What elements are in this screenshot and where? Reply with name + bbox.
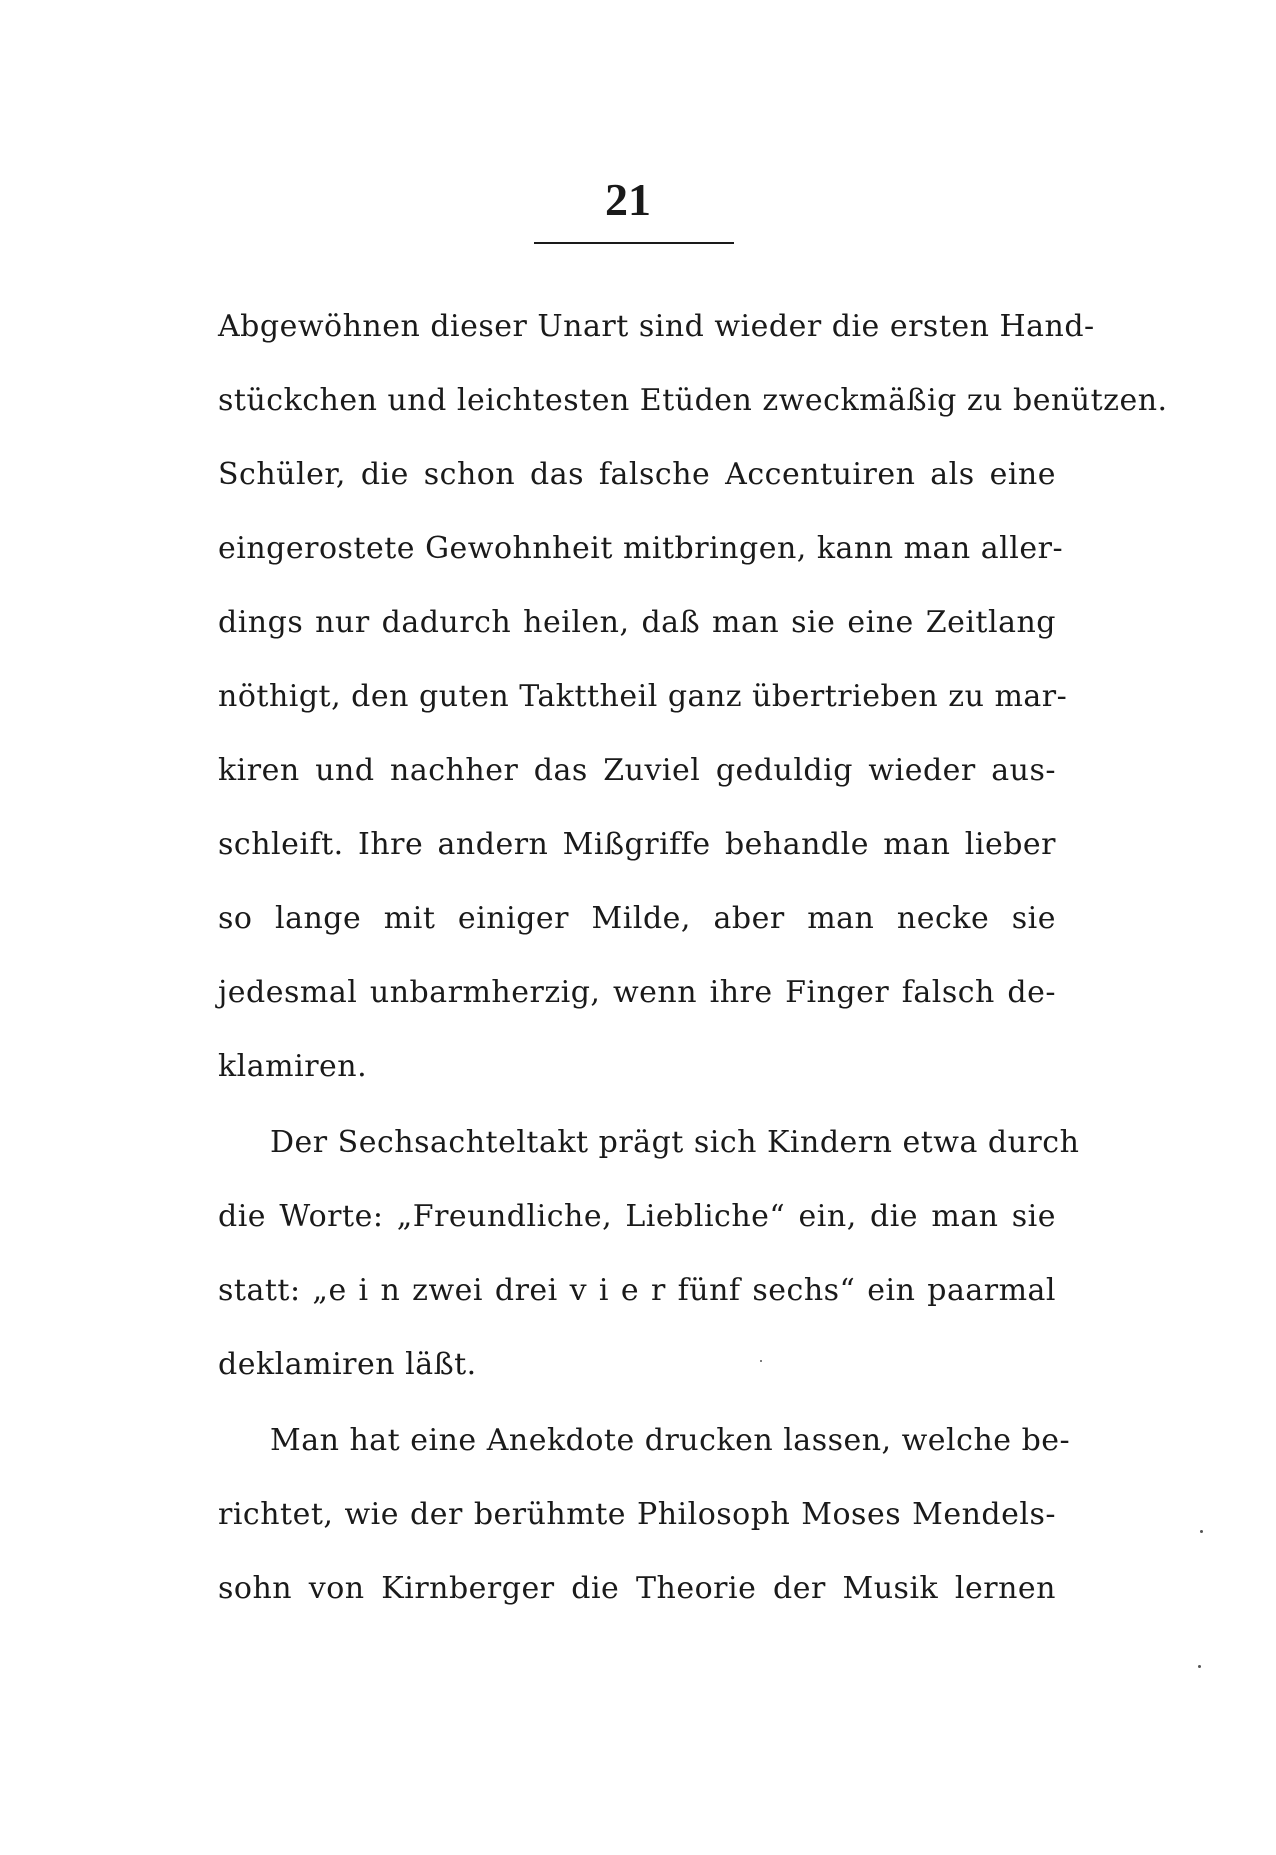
text-line: die Worte: „Freundliche, Liebliche“ ein, die man sie [218, 1199, 1056, 1234]
text-line: Abgewöhnen dieser Unart sind wieder die ersten Hand- [218, 309, 1095, 344]
text-line: sohn von Kirnberger die Theorie der Musik lernen [218, 1571, 1056, 1606]
text-line: Der Sechsachteltakt prägt sich Kindern etwa durch [270, 1125, 1080, 1160]
paragraph [218, 1404, 1071, 1626]
paragraph [218, 1106, 1080, 1402]
page-number: 21 [605, 174, 651, 225]
scan-speck [1198, 1665, 1201, 1668]
text-line: dings nur dadurch heilen, daß man sie eine Zeitlang [218, 605, 1056, 640]
body-text [218, 290, 1168, 1626]
text-line: Schüler, die schon das falsche Accentuiren als eine [218, 457, 1056, 492]
text-line: deklamiren läßt. [218, 1347, 477, 1382]
paragraph [218, 290, 1168, 1104]
text-line: kiren und nachher das Zuviel geduldig wieder aus- [218, 753, 1056, 788]
text-line: jedesmal unbarmherzig, wenn ihre Finger falsch de- [218, 975, 1056, 1010]
text-line: eingerostete Gewohnheit mitbringen, kann man aller- [218, 531, 1064, 566]
scan-speck [760, 1360, 762, 1362]
text-line: Man hat eine Anekdote drucken lassen, welche be- [270, 1423, 1071, 1458]
text-line: nöthigt, den guten Takttheil ganz übertrieben zu mar- [218, 679, 1068, 714]
text-line: statt: „e i n zwei drei v i e r fünf sechs“ ein paarmal [218, 1273, 1056, 1308]
text-line: richtet, wie der berühmte Philosoph Moses Mendels- [218, 1497, 1056, 1532]
text-line: stückchen und leichtesten Etüden zweckmäßig zu benützen. [218, 383, 1168, 418]
scan-speck [1200, 1530, 1203, 1533]
text-line: so lange mit einiger Milde, aber man necke sie [218, 901, 1056, 936]
text-line: klamiren. [218, 1049, 368, 1084]
header-rule [534, 242, 734, 244]
text-line: schleift. Ihre andern Mißgriffe behandle man lieber [218, 827, 1056, 862]
